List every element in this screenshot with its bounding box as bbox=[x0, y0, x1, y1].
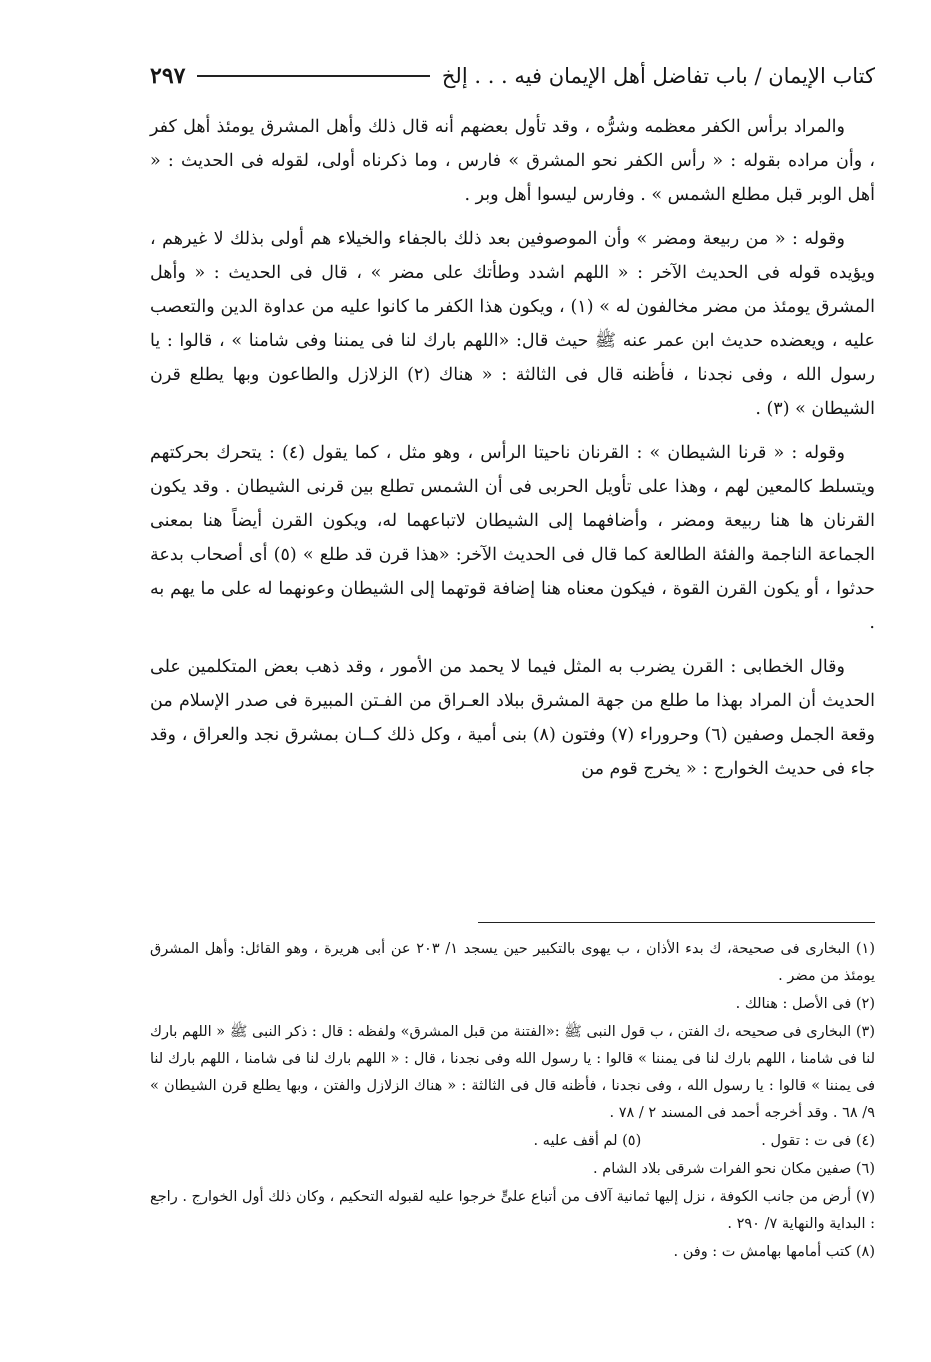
footnote: (٤) فى ت : تقول . bbox=[761, 1133, 875, 1149]
footnote: (٣) البخارى فى صحيحه ،ك الفتن ، ب قول النبى ﷺ :«الفتنة من قبل المشرق» ولفظه : قال : ذكر النبى ﷺ « اللهم بارك لنا فى شامنا ، اللهم بارك لنا فى يمننا » قالوا : يا رسول الله وفى نجدنا ، قال : « اللهم بارك لنا فى شامنا ، اللهم بارك لنا فى يمننا » قالوا : يا رسول الله ، وفى نجدنا ، فأظنه قال فى الثالثة : « هناك الزلازل والفتن ، وبها يطلع قرن الشيطان » ٩/ ٦٨ . وقد أخرجه أحمد فى المسند ٢ / ٧٨ . bbox=[150, 1024, 875, 1121]
page-number: ٢٩٧ bbox=[150, 63, 186, 89]
paragraph: وقال الخطابى : القرن يضرب به المثل فيما لا يحمد من الأمور ، وقد ذهب بعض المتكلمين على الحديث أن المراد بهذا ما طلع من جهة المشرق ببلاد العـراق من الفـتن المبيرة فى صدر الإسلام من وقعة الجمل وصفين (٦) وحروراء (٧) وفتون (٨) بنى أمية ، وكل ذلك كــان بمشرق نجد والعراق ، وقد جاء فى حديث الخوارج : « يخرج قوم من bbox=[150, 657, 875, 779]
footnote: (٦) صفين مكان نحو الفرات شرقى بلاد الشام . bbox=[593, 1161, 875, 1177]
footnote: (٥) لم أقف عليه . bbox=[533, 1133, 642, 1149]
main-text bbox=[150, 110, 875, 796]
footnote: (١) البخارى فى صحيحة، ك بدء الأذان ، ب يهوى بالتكبير حين يسجد ١/ ٢٠٣ عن أبى هريرة ، وهو القائل: وأهل المشرق يومئذ من مضر . bbox=[150, 941, 875, 984]
footnote: (٨) كتب أمامها بهامش ت : وفن . bbox=[673, 1244, 875, 1260]
footnote: (٧) أرض من جانب الكوفة ، نزل إليها ثمانية آلاف من أتباع علىٍّ خرجوا عليه لقبوله التحكيم ، وكان ذلك أول الخوارج . راجع : البداية والنهاية ٧/ ٢٩٠ . bbox=[150, 1189, 875, 1232]
header-rule bbox=[197, 75, 429, 77]
paragraph: وقوله : « قرنا الشيطان » : القرنان ناحيتا الرأس ، وهو مثل ، كما يقول (٤) : يتحرك بحركتهم ويتسلط كالمعين لهم ، وهذا على تأويل الحربى فى أن الشمس تطلع بين قرنى الشيطان . وقد يكون القرنان ها هنا ربيعة ومضر ، وأضافهما إلى الشيطان لاتباعهما له، ويكون القرن أيضاً هنا بمعنى الجماعة الناجمة والفئة الطالعة كما قال فى الحديث الآخر: «هذا قرن قد طلع » (٥) أى أصحاب بدعة حدثوا ، أو يكون القرن القوة ، فيكون معناه هنا إضافة قوتهما إلى الشيطان وعونهما له على ما يهم به . bbox=[150, 443, 876, 633]
footnote-separator bbox=[478, 922, 875, 923]
footnote-pair bbox=[150, 1128, 875, 1155]
header-title: كتاب الإيمان / باب تفاضل أهل الإيمان فيه . . . إلخ bbox=[441, 64, 875, 88]
footnotes bbox=[150, 936, 875, 1267]
running-header bbox=[150, 56, 875, 96]
paragraph: والمراد برأس الكفر معظمه وشرُّه ، وقد تأول بعضهم أنه قال ذلك وأهل المشرق يومئذ أهل كفر ، وأن مراده بقوله : « رأس الكفر نحو المشرق » فارس ، وما ذكرناه أولى، لقوله فى الحديث : « أهل الوبر قبل مطلع الشمس » . وفارس ليسوا أهل وبر . bbox=[150, 117, 875, 205]
footnote: (٢) فى الأصل : هنالك . bbox=[735, 996, 875, 1012]
paragraph: وقوله : « من ربيعة ومضر » وأن الموصوفين بعد ذلك بالجفاء والخيلاء هم أولى بذلك لا غيرهم ، ويؤيده قوله فى الحديث الآخر : « اللهم اشدد وطأتك على مضر » ، قال فى الحديث : « وأهل المشرق يومئذ من مضر مخالفون له » (١) ، ويكون هذا الكفر ما كانوا عليه من عداوة الدين والتعصب عليه ، ويعضده حديث ابن عمر عنه ﷺ حيث قال: «اللهم بارك لنا فى يمننا وفى شامنا » ، قالوا : يا رسول الله ، وفى نجدنا ، فأظنه قال فى الثالثة : « هناك (٢) الزلازل والطاعون وبها يطلع قرن الشيطان » (٣) . bbox=[150, 229, 875, 419]
